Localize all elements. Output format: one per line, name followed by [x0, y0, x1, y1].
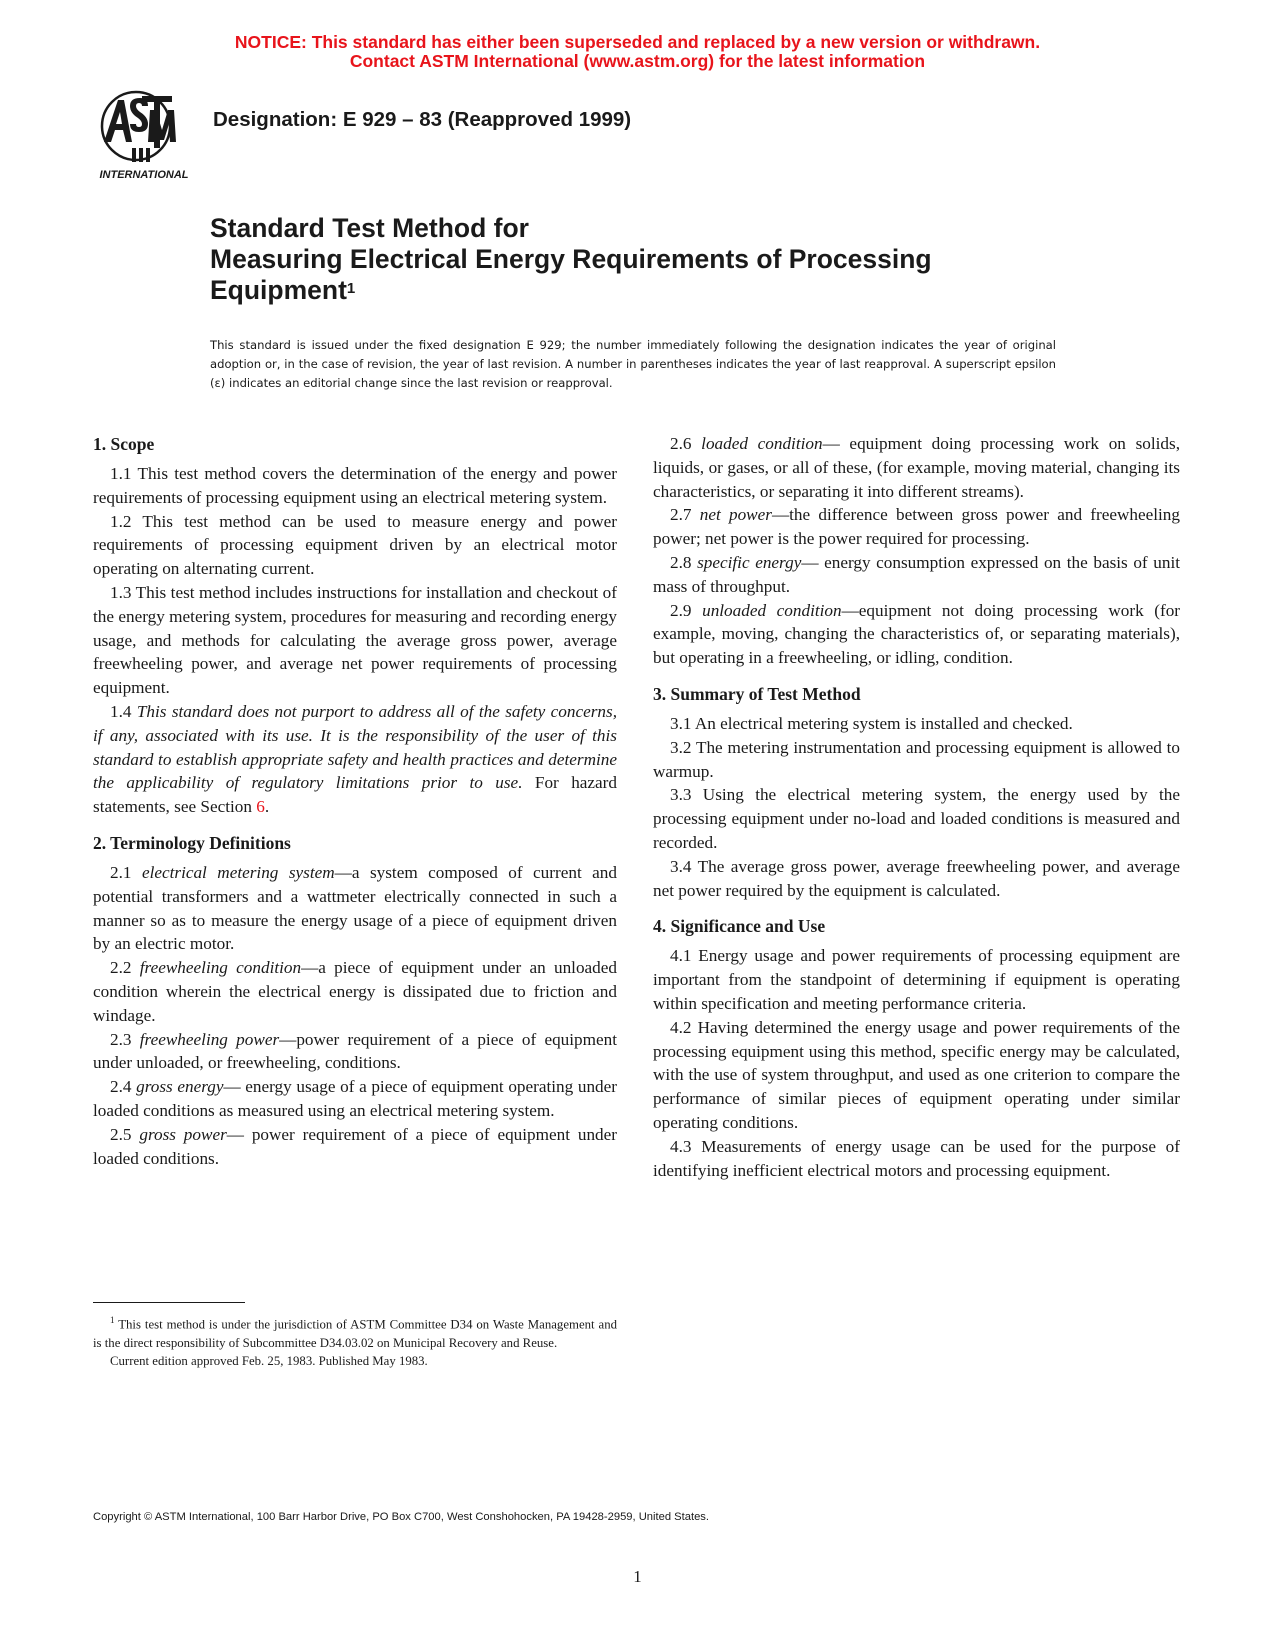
section-heading-summary: 3. Summary of Test Method — [653, 683, 861, 704]
logo-org-text: INTERNATIONAL — [99, 169, 189, 181]
paragraph-1-4: 1.4 This standard does not purport to address all of the safety concerns, if any, associated with its use. It is the responsibility of the user of this standard to establish appropriate safety and health practices and determine the applicability of regulatory limitations prior to use. For hazard statements, see Section 6. — [93, 701, 617, 817]
document-title — [210, 213, 932, 306]
paragraph-1-3: 1.3 This test method includes instructions for installation and checkout of the energy metering system, procedures for measuring and recording energy usage, and methods for calculating the average gross power, average freewheeling power, and average net power requirements of processing equipment. — [93, 582, 617, 698]
section-heading-terminology: 2. Terminology Definitions — [93, 832, 291, 853]
footnote-mark: 1 — [110, 1315, 115, 1325]
definition-2-3: 2.3 freewheeling power—power requirement of a piece of equipment under unloaded, or freewheeling, conditions. — [93, 1029, 618, 1073]
definition-2-4: 2.4 gross energy— energy usage of a piece of equipment operating under loaded conditions as measured using an electrical metering system. — [93, 1077, 617, 1120]
paragraph-4-2: 4.2 Having determined the energy usage and power requirements of the processing equipment using this method, specific energy may be calculated, with the use of system throughput, and used as one criterion to compare the performance of similar pieces of equipment operating under similar operating conditions. — [653, 1017, 1180, 1132]
footnote-text: $^1$ This test method is under the jurisdiction of ASTM Committee D34 on Waste Management and is the direct responsibility of Subcommittee D34.03.02 on Municipal Recovery and Reuse. — [93, 1315, 617, 1350]
section-heading-scope: 1. Scope — [93, 434, 155, 454]
paragraph-3-2: 3.2 The metering instrumentation and processing equipment is allowed to warmup. — [653, 737, 1180, 781]
paragraph-3-4: 3.4 The average gross power, average freewheeling power, and average net power required by the equipment is calculated. — [653, 856, 1180, 900]
definition-2-8: 2.8 specific energy— energy consumption expressed on the basis of unit mass of throughput. — [653, 552, 1180, 596]
footnote-edition: Current edition approved Feb. 25, 1983. Published May 1983. — [110, 1354, 428, 1369]
section-heading-significance: 4. Significance and Use — [653, 916, 826, 937]
title-line-2: Measuring Electrical Energy Requirements of Processing — [210, 244, 932, 274]
paragraph-3-1: 3.1 An electrical metering system is installed and checked. — [670, 713, 1073, 733]
section-6-link[interactable]: 6 — [256, 797, 265, 817]
right-column — [653, 432, 1180, 1182]
left-column — [93, 432, 617, 1170]
paragraph-4-1: 4.1 Energy usage and power requirements of processing equipment are important from the standpoint of determining if equipment is operating within specification and meeting performance criteria. — [653, 946, 1180, 1013]
page-number: 1 — [633, 1567, 642, 1586]
withdrawal-notice — [0, 33, 1275, 71]
title-line-3: Equipment$^1$ — [210, 275, 356, 305]
title-footnote-mark[interactable]: 1 — [346, 280, 356, 297]
definition-2-5: 2.5 gross power— power requirement of a piece of equipment under loaded conditions. — [93, 1124, 617, 1168]
definition-2-2: 2.2 freewheeling condition—a piece of equipment under an unloaded condition wherein the electrical energy is dissipated due to friction and windage. — [93, 958, 617, 1025]
definition-2-9: 2.9 unloaded condition—equipment not doing processing work (for example, moving, changing the characteristics of, or separating materials), but operating in a freewheeling, or idling, condition. — [653, 600, 1181, 668]
copyright: Copyright © ASTM International, 100 Barr Harbor Drive, PO Box C700, West Conshohocken, PA 19428-2959, United States. — [93, 1511, 709, 1523]
astm-logo-icon — [92, 86, 196, 182]
definition-2-6: 2.6 loaded condition— equipment doing processing work on solids, liquids, or gases, or all of these, (for example, moving material, changing its characteristics, or separating it into different streams). — [653, 434, 1180, 501]
notice-line-1: NOTICE: This standard has either been superseded and replaced by a new version or withdrawn. — [234, 32, 1041, 52]
footnote-divider — [93, 1302, 245, 1303]
paragraph-3-3: 3.3 Using the electrical metering system, the energy used by the processing equipment under no-load and loaded conditions is measured and recorded. — [653, 785, 1180, 852]
notice-line-2: Contact ASTM International (www.astm.org) for the latest information — [349, 51, 926, 71]
definition-2-1: 2.1 electrical metering system—a system composed of current and potential transformers and a wattmeter electrically connected in such a manner so as to measure the energy usage of a piece of equipment driven by an electric motor. — [93, 862, 617, 954]
paragraph-1-2: 1.2 This test method can be used to measure energy and power requirements of processing equipment driven by an electrical motor operating on alternating current. — [93, 511, 617, 579]
title-line-1: Standard Test Method for — [210, 213, 529, 243]
footnote — [93, 1311, 617, 1371]
designation: Designation: E 929 – 83 (Reapproved 1999) — [213, 108, 632, 131]
paragraph-1-1: 1.1 This test method covers the determination of the energy and power requirements of processing equipment using an electrical metering system. — [93, 464, 617, 507]
paragraph-4-3: 4.3 Measurements of energy usage can be used for the purpose of identifying inefficient electrical motors and processing equipment. — [653, 1136, 1180, 1180]
definition-2-7: 2.7 net power—the difference between gross power and freewheeling power; net power is the power required for processing. — [653, 505, 1180, 549]
issued-note: This standard is issued under the fixed designation E 929; the number immediately following the designation indicates the year of original adoption or, in the case of revision, the year of last revision. A number in parentheses indicates the year of last reapproval. A superscript epsilon (ε) indicates an editorial change since the last revision or reapproval. — [210, 338, 1056, 390]
